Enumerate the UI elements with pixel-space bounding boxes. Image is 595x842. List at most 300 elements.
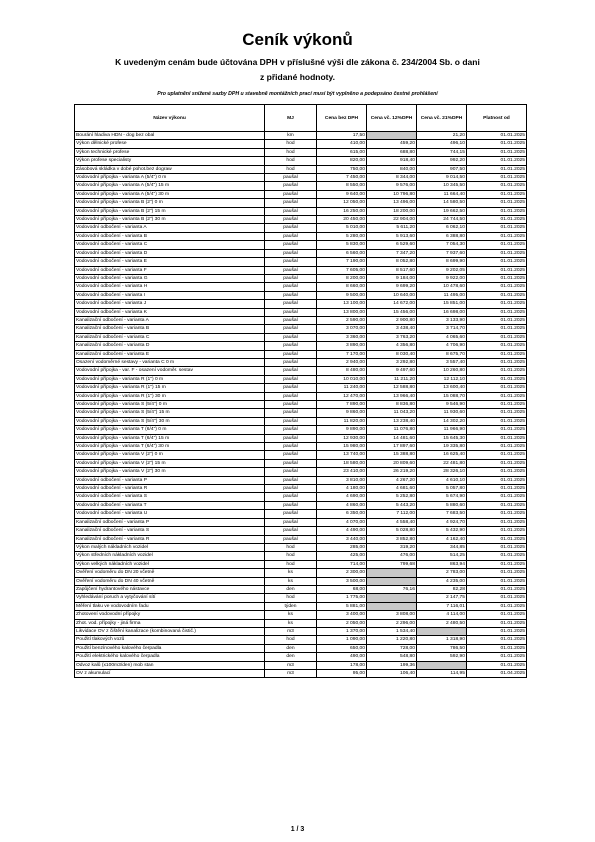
valid-from-cell: 01.01.2025 xyxy=(467,518,527,526)
unit-cell: paušal xyxy=(265,375,317,383)
valid-from-cell: 01.01.2025 xyxy=(467,358,527,366)
price-no-vat-cell: 2 300,00 xyxy=(317,569,367,577)
valid-from-cell: 01.01.2025 xyxy=(467,401,527,409)
price-21-vat-cell: 14 302,20 xyxy=(417,417,467,425)
price-21-vat-cell: 13 600,40 xyxy=(417,384,467,392)
valid-from-cell: 01.01.2025 xyxy=(467,602,527,610)
price-21-vat-cell: 15 851,00 xyxy=(417,300,467,308)
service-name-cell: Vodovodní odbočení - varianta E xyxy=(75,258,265,266)
unit-cell: m3 xyxy=(265,670,317,678)
price-12-vat-cell: 11 076,80 xyxy=(367,426,417,434)
unit-cell: paušal xyxy=(265,459,317,467)
unit-cell: paušal xyxy=(265,232,317,240)
price-21-vat-cell: 8 675,70 xyxy=(417,350,467,358)
price-no-vat-cell: 3 440,00 xyxy=(317,535,367,543)
service-name-cell: Zapůjčení hydrantového nástavce xyxy=(75,585,265,593)
valid-from-cell: 01.01.2025 xyxy=(467,224,527,232)
table-row xyxy=(75,258,527,266)
price-12-vat-cell: 9 497,60 xyxy=(367,367,417,375)
price-12-vat-cell: 918,40 xyxy=(367,157,417,165)
table-row xyxy=(75,190,527,198)
table-row xyxy=(75,560,527,568)
valid-from-cell: 01.01.2025 xyxy=(467,560,527,568)
price-21-vat-cell: 7 683,50 xyxy=(417,510,467,518)
price-no-vat-cell: 12 470,00 xyxy=(317,392,367,400)
col-header-unit: MJ xyxy=(265,105,317,132)
valid-from-cell: 01.01.2025 xyxy=(467,468,527,476)
price-12-vat-cell: 3 763,20 xyxy=(367,333,417,341)
valid-from-cell: 01.01.2025 xyxy=(467,426,527,434)
price-21-vat-cell: 5 880,60 xyxy=(417,501,467,509)
valid-from-cell: 01.01.2025 xyxy=(467,148,527,156)
price-21-vat-cell: 3 557,40 xyxy=(417,358,467,366)
price-12-vat-cell: 13 966,40 xyxy=(367,392,417,400)
service-name-cell: Vodovodní přípojka - varianta R (1") 15 m xyxy=(75,384,265,392)
unit-cell: ks xyxy=(265,569,317,577)
price-21-vat-cell: 3 714,70 xyxy=(417,325,467,333)
service-name-cell: Vodovodní přípojka - varianta V (2") 0 m xyxy=(75,451,265,459)
valid-from-cell: 01.01.2025 xyxy=(467,342,527,350)
table-row xyxy=(75,384,527,392)
table-row xyxy=(75,367,527,375)
unit-cell: paušal xyxy=(265,300,317,308)
valid-from-cell: 01.01.2025 xyxy=(467,585,527,593)
table-row xyxy=(75,518,527,526)
table-row xyxy=(75,174,527,182)
price-21-vat-cell: 8 699,90 xyxy=(417,258,467,266)
price-no-vat-cell: 2 940,00 xyxy=(317,358,367,366)
price-12-vat-cell: 9 576,00 xyxy=(367,182,417,190)
valid-from-cell: 01.01.2025 xyxy=(467,501,527,509)
price-12-vat-cell: 9 184,00 xyxy=(367,274,417,282)
service-name-cell: Ověření vodoměru do DN 20 včetně xyxy=(75,569,265,577)
service-name-cell: Vodovodní přípojka - var. F - osazení vodoměr. sestav xyxy=(75,367,265,375)
unit-cell: hod xyxy=(265,552,317,560)
valid-from-cell: 01.01.2025 xyxy=(467,527,527,535)
price-12-vat-cell: 106,40 xyxy=(367,670,417,678)
price-no-vat-cell: 3 500,00 xyxy=(317,577,367,585)
price-21-vat-cell: 4 114,00 xyxy=(417,611,467,619)
table-row xyxy=(75,485,527,493)
service-name-cell: Kanalizační odbočení - varianta P xyxy=(75,518,265,526)
unit-cell: paušal xyxy=(265,468,317,476)
price-21-vat-cell: 2 480,50 xyxy=(417,619,467,627)
valid-from-cell: 01.01.2025 xyxy=(467,384,527,392)
price-no-vat-cell: 1 090,00 xyxy=(317,636,367,644)
price-12-vat-cell: 8 836,80 xyxy=(367,401,417,409)
price-no-vat-cell: 23 410,00 xyxy=(317,468,367,476)
table-row xyxy=(75,148,527,156)
service-name-cell: Kanalizační odbočení - varianta D xyxy=(75,342,265,350)
service-name-cell: Zhot. vod. přípojky - jiná firma xyxy=(75,619,265,627)
table-row xyxy=(75,266,527,274)
price-21-vat-cell: 2 783,00 xyxy=(417,569,467,577)
valid-from-cell: 01.01.2025 xyxy=(467,392,527,400)
price-no-vat-cell: 7 450,00 xyxy=(317,174,367,182)
unit-cell: paušal xyxy=(265,308,317,316)
service-name-cell: Vodovodní přípojka - varianta V (2") 30 m xyxy=(75,468,265,476)
table-row xyxy=(75,132,527,140)
price-21-vat-cell: 6 062,10 xyxy=(417,224,467,232)
table-row xyxy=(75,232,527,240)
table-row xyxy=(75,224,527,232)
unit-cell: hod xyxy=(265,148,317,156)
price-12-vat-cell: 5 252,80 xyxy=(367,493,417,501)
price-21-vat-cell: 1 318,90 xyxy=(417,636,467,644)
table-row xyxy=(75,670,527,678)
price-12-vat-cell: 2 900,80 xyxy=(367,316,417,324)
price-21-vat-cell: 16 698,00 xyxy=(417,308,467,316)
unit-cell: paušal xyxy=(265,401,317,409)
price-21-vat-cell: 10 260,80 xyxy=(417,367,467,375)
unit-cell: paušal xyxy=(265,174,317,182)
unit-cell: hod xyxy=(265,140,317,148)
price-12-vat-cell: 11 211,20 xyxy=(367,375,417,383)
service-name-cell: Měření tlaku ve vodovodním řadu xyxy=(75,602,265,610)
vat-notice-line1: K uvedeným cenám bude účtována DPH v příslušné výši dle zákona č. 234/2004 Sb. o dani xyxy=(115,57,480,67)
price-21-vat-cell: 19 335,80 xyxy=(417,443,467,451)
service-name-cell: Vodovodní přípojka - varianta A (5/4") 15 m xyxy=(75,182,265,190)
page-number: 1 / 3 xyxy=(290,826,305,833)
service-name-cell: Vodovodní odbočení - varianta B xyxy=(75,232,265,240)
price-12-vat-cell: 3 852,80 xyxy=(367,535,417,543)
price-12-vat-cell: 459,20 xyxy=(367,140,417,148)
price-no-vat-cell: 3 360,00 xyxy=(317,333,367,341)
valid-from-cell: 01.01.2025 xyxy=(467,409,527,417)
price-21-vat-cell: 10 478,60 xyxy=(417,283,467,291)
service-name-cell: Výkon středních nákladních vozidel xyxy=(75,552,265,560)
valid-from-cell: 01.01.2025 xyxy=(467,434,527,442)
price-21-vat-cell: 11 664,40 xyxy=(417,190,467,198)
price-21-vat-cell: 21,20 xyxy=(417,132,467,140)
service-name-cell: Vodovodní přípojka - varianta A (5/4") 30 m xyxy=(75,190,265,198)
unit-cell: paušal xyxy=(265,333,317,341)
price-no-vat-cell: 68,00 xyxy=(317,585,367,593)
valid-from-cell: 01.01.2025 xyxy=(467,367,527,375)
valid-from-cell: 01.01.2025 xyxy=(467,443,527,451)
table-row xyxy=(75,543,527,551)
unit-cell: paušal xyxy=(265,409,317,417)
price-no-vat-cell: 4 860,00 xyxy=(317,501,367,509)
valid-from-cell: 01.01.2025 xyxy=(467,174,527,182)
valid-from-cell: 01.01.2025 xyxy=(467,417,527,425)
service-name-cell: Vodovodní přípojka - varianta V (2") 15 m xyxy=(75,459,265,467)
price-12-vat-cell xyxy=(367,594,417,602)
table-row xyxy=(75,375,527,383)
page-title: Ceník výkonů xyxy=(242,30,353,49)
col-header-valid-from: Platnost od xyxy=(467,105,527,132)
service-name-cell: Osazení vodoměrné sestavy - varianta C 0 m xyxy=(75,358,265,366)
table-row xyxy=(75,350,527,358)
price-no-vat-cell: 714,00 xyxy=(317,560,367,568)
col-header-price-12: Cena vč. 12%DPH xyxy=(367,105,417,132)
valid-from-cell: 01.01.2025 xyxy=(467,216,527,224)
price-21-vat-cell xyxy=(417,627,467,635)
price-no-vat-cell: 7 190,00 xyxy=(317,258,367,266)
price-21-vat-cell: 992,20 xyxy=(417,157,467,165)
table-row xyxy=(75,661,527,669)
price-no-vat-cell: 178,00 xyxy=(317,661,367,669)
table-row xyxy=(75,619,527,627)
service-name-cell: Vodovodní přípojka - varianta S (5/4") 15 m xyxy=(75,409,265,417)
price-21-vat-cell: 344,85 xyxy=(417,543,467,551)
table-row xyxy=(75,459,527,467)
table-row xyxy=(75,493,527,501)
valid-from-cell: 01.01.2025 xyxy=(467,325,527,333)
valid-from-cell: 01.01.2025 xyxy=(467,627,527,635)
table-row xyxy=(75,291,527,299)
valid-from-cell: 01.01.2025 xyxy=(467,291,527,299)
valid-from-cell: 01.01.2025 xyxy=(467,316,527,324)
price-no-vat-cell: 2 590,00 xyxy=(317,316,367,324)
price-21-vat-cell: 7 054,30 xyxy=(417,241,467,249)
service-name-cell: Výkon dělnické profese xyxy=(75,140,265,148)
price-no-vat-cell: 425,00 xyxy=(317,552,367,560)
price-12-vat-cell: 7 112,00 xyxy=(367,510,417,518)
price-no-vat-cell: 285,00 xyxy=(317,543,367,551)
price-12-vat-cell: 26 219,20 xyxy=(367,468,417,476)
unit-cell: ks xyxy=(265,611,317,619)
table-row xyxy=(75,165,527,173)
table-row xyxy=(75,333,527,341)
valid-from-cell: 01.01.2025 xyxy=(467,157,527,165)
price-no-vat-cell: 8 480,00 xyxy=(317,367,367,375)
price-12-vat-cell: 13 238,40 xyxy=(367,417,417,425)
col-header-price-no-vat: Cena bez DPH xyxy=(317,105,367,132)
valid-from-cell: 01.01.2025 xyxy=(467,308,527,316)
price-21-vat-cell: 4 610,10 xyxy=(417,476,467,484)
table-row xyxy=(75,283,527,291)
price-21-vat-cell: 786,50 xyxy=(417,644,467,652)
price-21-vat-cell: 863,94 xyxy=(417,560,467,568)
price-12-vat-cell: 9 699,20 xyxy=(367,283,417,291)
price-no-vat-cell: 615,00 xyxy=(317,148,367,156)
price-21-vat-cell: 907,50 xyxy=(417,165,467,173)
table-row xyxy=(75,611,527,619)
service-name-cell: Výkon technické profese xyxy=(75,148,265,156)
unit-cell: m3 xyxy=(265,661,317,669)
price-12-vat-cell: 6 529,60 xyxy=(367,241,417,249)
valid-from-cell: 01.01.2025 xyxy=(467,266,527,274)
price-12-vat-cell: 17 897,60 xyxy=(367,443,417,451)
service-name-cell: Použití tlakových vozů xyxy=(75,636,265,644)
valid-from-cell: 01.01.2025 xyxy=(467,132,527,140)
valid-from-cell: 01.01.2025 xyxy=(467,258,527,266)
price-21-vat-cell: 5 057,80 xyxy=(417,485,467,493)
valid-from-cell: 01.01.2025 xyxy=(467,510,527,518)
valid-from-cell: 01.01.2025 xyxy=(467,569,527,577)
unit-cell: km xyxy=(265,132,317,140)
unit-cell: paušal xyxy=(265,207,317,215)
table-row xyxy=(75,627,527,635)
unit-cell: paušal xyxy=(265,485,317,493)
service-name-cell: Vodovodní přípojka - varianta A (5/4") 0 m xyxy=(75,174,265,182)
valid-from-cell: 01.01.2025 xyxy=(467,653,527,661)
valid-from-cell: 01.01.2025 xyxy=(467,459,527,467)
table-row xyxy=(75,569,527,577)
price-21-vat-cell: 28 326,10 xyxy=(417,468,467,476)
unit-cell: paušal xyxy=(265,342,317,350)
price-12-vat-cell: 14 672,00 xyxy=(367,300,417,308)
price-12-vat-cell: 5 443,20 xyxy=(367,501,417,509)
price-21-vat-cell: 82,28 xyxy=(417,585,467,593)
table-row xyxy=(75,594,527,602)
service-name-cell: Vodovodní přípojka - varianta B (2") 15 m xyxy=(75,207,265,215)
price-21-vat-cell: 22 481,80 xyxy=(417,459,467,467)
unit-cell: paušal xyxy=(265,417,317,425)
valid-from-cell: 01.01.2025 xyxy=(467,451,527,459)
table-row xyxy=(75,552,527,560)
service-name-cell: Zásobová skládka v dobé pohot.bez dograw xyxy=(75,165,265,173)
price-12-vat-cell: 2 296,00 xyxy=(367,619,417,627)
price-no-vat-cell: 12 050,00 xyxy=(317,199,367,207)
price-no-vat-cell: 15 980,00 xyxy=(317,443,367,451)
unit-cell: paušal xyxy=(265,350,317,358)
unit-cell: paušal xyxy=(265,274,317,282)
unit-cell: týden xyxy=(265,602,317,610)
price-21-vat-cell: 9 922,00 xyxy=(417,274,467,282)
price-21-vat-cell: 12 112,10 xyxy=(417,375,467,383)
service-name-cell: Vodovodní odbočení - varianta P xyxy=(75,476,265,484)
service-name-cell: Likvidace OV z čištění kanalizace (kombinovaná čistič.) xyxy=(75,627,265,635)
price-12-vat-cell: 20 809,60 xyxy=(367,459,417,467)
service-name-cell: Vodovodní odbočení - varianta A xyxy=(75,224,265,232)
price-12-vat-cell: 1 534,40 xyxy=(367,627,417,635)
unit-cell: hod xyxy=(265,165,317,173)
unit-cell: paušal xyxy=(265,249,317,257)
unit-cell: paušal xyxy=(265,392,317,400)
service-name-cell: Ověření vodoměru do DN 40 včetně xyxy=(75,577,265,585)
service-name-cell: Vodovodní odbočení - varianta F xyxy=(75,266,265,274)
price-21-vat-cell: 6 388,80 xyxy=(417,232,467,240)
table-row xyxy=(75,501,527,509)
price-12-vat-cell: 10 796,80 xyxy=(367,190,417,198)
price-no-vat-cell: 7 170,00 xyxy=(317,350,367,358)
service-name-cell: Vyhledávání poruch a vytyčování sítí xyxy=(75,594,265,602)
unit-cell: den xyxy=(265,644,317,652)
price-no-vat-cell: 13 100,00 xyxy=(317,300,367,308)
unit-cell: paušal xyxy=(265,325,317,333)
price-12-vat-cell xyxy=(367,132,417,140)
price-21-vat-cell: 9 014,50 xyxy=(417,174,467,182)
unit-cell: ks xyxy=(265,577,317,585)
service-name-cell: Bourání hladiva HDN - dog bez obal xyxy=(75,132,265,140)
price-21-vat-cell: 3 133,90 xyxy=(417,316,467,324)
service-name-cell: Vodovodní odbočení - varianta J xyxy=(75,300,265,308)
price-12-vat-cell: 10 640,00 xyxy=(367,291,417,299)
price-table xyxy=(74,104,527,678)
price-21-vat-cell: 514,25 xyxy=(417,552,467,560)
unit-cell: den xyxy=(265,585,317,593)
valid-from-cell: 01.01.2025 xyxy=(467,199,527,207)
price-21-vat-cell: 14 580,50 xyxy=(417,199,467,207)
price-no-vat-cell: 8 200,00 xyxy=(317,274,367,282)
unit-cell: hod xyxy=(265,560,317,568)
valid-from-cell: 01.01.2025 xyxy=(467,476,527,484)
valid-from-cell: 01.01.2025 xyxy=(467,619,527,627)
price-21-vat-cell: 5 432,90 xyxy=(417,527,467,535)
price-12-vat-cell: 15 456,00 xyxy=(367,308,417,316)
service-name-cell: Vodovodní odbočení - varianta H xyxy=(75,283,265,291)
table-row xyxy=(75,409,527,417)
unit-cell: paušal xyxy=(265,182,317,190)
service-name-cell: Vodovodní odbočení - varianta S xyxy=(75,493,265,501)
valid-from-cell: 01.01.2025 xyxy=(467,274,527,282)
valid-from-cell: 01.01.2025 xyxy=(467,636,527,644)
table-row xyxy=(75,216,527,224)
valid-from-cell: 01.01.2025 xyxy=(467,594,527,602)
price-21-vat-cell: 592,90 xyxy=(417,653,467,661)
service-name-cell: Vodovodní přípojka - varianta T (6/4") 0 m xyxy=(75,426,265,434)
table-row xyxy=(75,585,527,593)
service-name-cell: Vodovodní přípojka - varianta T (6/4") 15 m xyxy=(75,434,265,442)
price-21-vat-cell: 24 744,50 xyxy=(417,216,467,224)
price-21-vat-cell: 4 706,90 xyxy=(417,342,467,350)
price-no-vat-cell: 650,00 xyxy=(317,644,367,652)
table-row xyxy=(75,644,527,652)
price-no-vat-cell: 9 890,00 xyxy=(317,426,367,434)
unit-cell: paušal xyxy=(265,451,317,459)
table-row xyxy=(75,401,527,409)
valid-from-cell: 01.01.2025 xyxy=(467,611,527,619)
price-21-vat-cell: 4 162,40 xyxy=(417,535,467,543)
price-no-vat-cell: 4 180,00 xyxy=(317,485,367,493)
unit-cell: paušal xyxy=(265,510,317,518)
table-row xyxy=(75,426,527,434)
table-body xyxy=(75,132,527,678)
table-row xyxy=(75,300,527,308)
service-name-cell: OV z akumulací xyxy=(75,670,265,678)
price-no-vat-cell: 5 830,00 xyxy=(317,241,367,249)
price-12-vat-cell: 76,16 xyxy=(367,585,417,593)
valid-from-cell: 01.01.2025 xyxy=(467,283,527,291)
price-no-vat-cell: 3 890,00 xyxy=(317,342,367,350)
price-21-vat-cell: 9 546,90 xyxy=(417,401,467,409)
price-no-vat-cell: 4 490,00 xyxy=(317,527,367,535)
table-row xyxy=(75,577,527,585)
price-21-vat-cell: 15 645,30 xyxy=(417,434,467,442)
price-21-vat-cell: 11 966,90 xyxy=(417,426,467,434)
unit-cell: paušal xyxy=(265,443,317,451)
unit-cell: hod xyxy=(265,594,317,602)
table-row xyxy=(75,535,527,543)
price-no-vat-cell: 3 400,00 xyxy=(317,611,367,619)
table-row xyxy=(75,443,527,451)
table-row xyxy=(75,468,527,476)
table-row xyxy=(75,417,527,425)
price-12-vat-cell: 8 517,60 xyxy=(367,266,417,274)
unit-cell: paušal xyxy=(265,535,317,543)
table-row xyxy=(75,274,527,282)
unit-cell: ks xyxy=(265,619,317,627)
valid-from-cell: 01.01.2025 xyxy=(467,552,527,560)
price-12-vat-cell: 15 388,80 xyxy=(367,451,417,459)
valid-from-cell: 01.01.2025 xyxy=(467,333,527,341)
price-12-vat-cell: 4 267,20 xyxy=(367,476,417,484)
valid-from-cell: 01.01.2025 xyxy=(467,375,527,383)
price-no-vat-cell: 6 560,00 xyxy=(317,249,367,257)
valid-from-cell: 01.01.2025 xyxy=(467,232,527,240)
price-12-vat-cell: 3 438,40 xyxy=(367,325,417,333)
price-no-vat-cell: 1 370,00 xyxy=(317,627,367,635)
price-no-vat-cell: 18 580,00 xyxy=(317,459,367,467)
price-no-vat-cell: 5 010,00 xyxy=(317,224,367,232)
price-no-vat-cell: 9 640,00 xyxy=(317,190,367,198)
price-12-vat-cell: 5 611,20 xyxy=(367,224,417,232)
price-no-vat-cell: 750,00 xyxy=(317,165,367,173)
unit-cell: paušal xyxy=(265,291,317,299)
price-no-vat-cell: 11 820,00 xyxy=(317,417,367,425)
